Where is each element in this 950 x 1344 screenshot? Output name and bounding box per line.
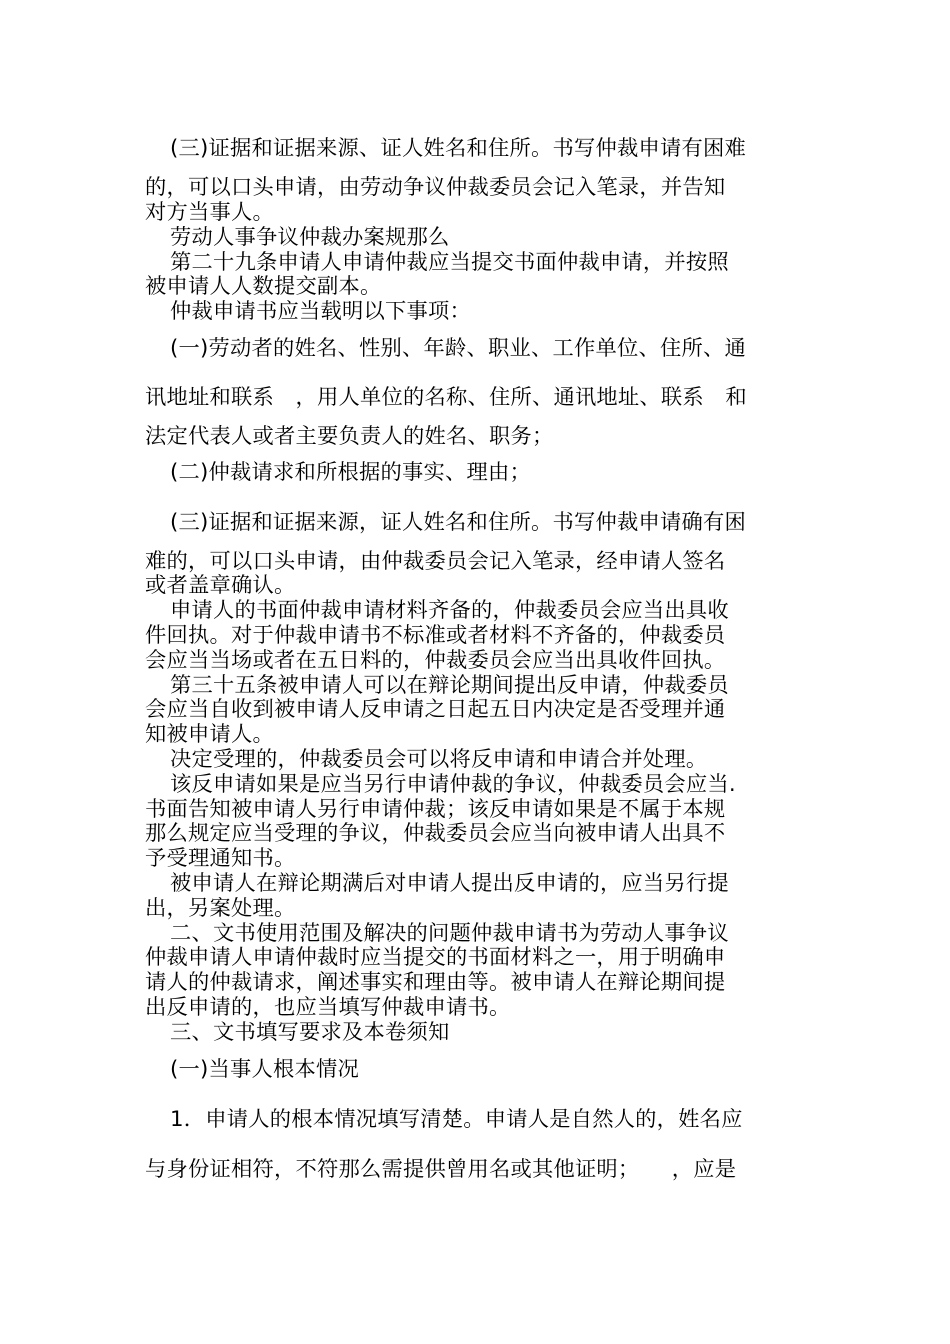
text-line: 第二十九条申请人申请仲裁应当提交书面仲裁申请，并按照 [170, 250, 729, 275]
text-line: 被申请人在辩论期满后对申请人提出反申请的，应当另行提 [170, 871, 729, 896]
text-line: 书面告知被申请人另行申请仲裁；该反申请如果是不属于本规 [145, 797, 726, 822]
text-line: 申请人的书面仲裁申请材料齐备的，仲裁委员会应当出具收 [170, 598, 729, 623]
text-line: 三、文书填写要求及本卷须知 [170, 1020, 450, 1045]
text-line: 法定代表人或者主要负责人的姓名、职务； [145, 424, 554, 449]
text-line: (三)证据和证据来源，证人姓名和住所。书写仲裁申请确有困 [170, 510, 746, 535]
text-line: 1．申请人的根本情况填写清楚。申请人是自然人的，姓名应 [170, 1107, 743, 1132]
text-line: 讯地址和联系 ，用人单位的名称、住所、通讯地址、联系 和 [145, 385, 747, 410]
text-line: 仲裁申请书应当载明以下事项： [170, 299, 471, 324]
text-line: (一)劳动者的姓名、性别、年龄、职业、工作单位、住所、通 [170, 336, 746, 361]
text-line: (一)当事人根本情况 [170, 1057, 359, 1082]
text-line: 劳动人事争议仲裁办案规那么 [170, 225, 450, 250]
text-line: 第三十五条被申请人可以在辩论期间提出反申请，仲裁委员 [170, 673, 729, 698]
text-line: 件回执。对于仲裁申请书不标准或者材料不齐备的，仲裁委员 [145, 623, 726, 648]
text-line: 请人的仲裁请求，阐述事实和理由等。被申请人在辩论期间提 [145, 970, 726, 995]
text-line: 被申请人人数提交副本。 [145, 274, 382, 299]
text-line: (二)仲裁请求和所根据的事实、理由； [170, 460, 531, 485]
text-line: 仲裁申请人申请仲裁时应当提交的书面材料之一，用于明确申 [145, 945, 726, 970]
text-line: 会应当当场或者在五日料的，仲裁委员会应当出具收件回执。 [145, 648, 726, 673]
text-line: 难的，可以口头申请，由仲裁委员会记入笔录，经申请人签名 [145, 549, 726, 574]
text-line: 对方当事人。 [145, 200, 274, 225]
text-line: 或者盖章确认。 [145, 573, 296, 598]
text-line: 与身份证相符，不符那么需提供曾用名或其他证明； ，应是 [145, 1157, 737, 1182]
text-line: 决定受理的，仲裁委员会可以将反申请和申请合并处理。 [170, 747, 708, 772]
text-line: 出反申请的，也应当填写仲裁申请书。 [145, 995, 511, 1020]
text-line: 该反申请如果是应当另行申请仲裁的争议，仲裁委员会应当. [170, 772, 736, 797]
text-line: 会应当自收到被申请人反申请之日起五日内决定是否受理并通 [145, 697, 726, 722]
text-line: (三)证据和证据来源、证人姓名和住所。书写仲裁申请有困难 [170, 136, 746, 161]
text-line: 出，另案处理。 [145, 896, 296, 921]
text-line: 予受理通知书。 [145, 846, 296, 871]
text-line: 二、文书使用范围及解决的问题仲裁申请书为劳动人事争议 [170, 921, 729, 946]
text-line: 的，可以口头申请，由劳动争议仲裁委员会记入笔录，并告知 [145, 175, 726, 200]
text-line: 那么规定应当受理的争议，仲裁委员会应当向被申请人出具不 [145, 821, 726, 846]
text-line: 知被申请人。 [145, 722, 274, 747]
